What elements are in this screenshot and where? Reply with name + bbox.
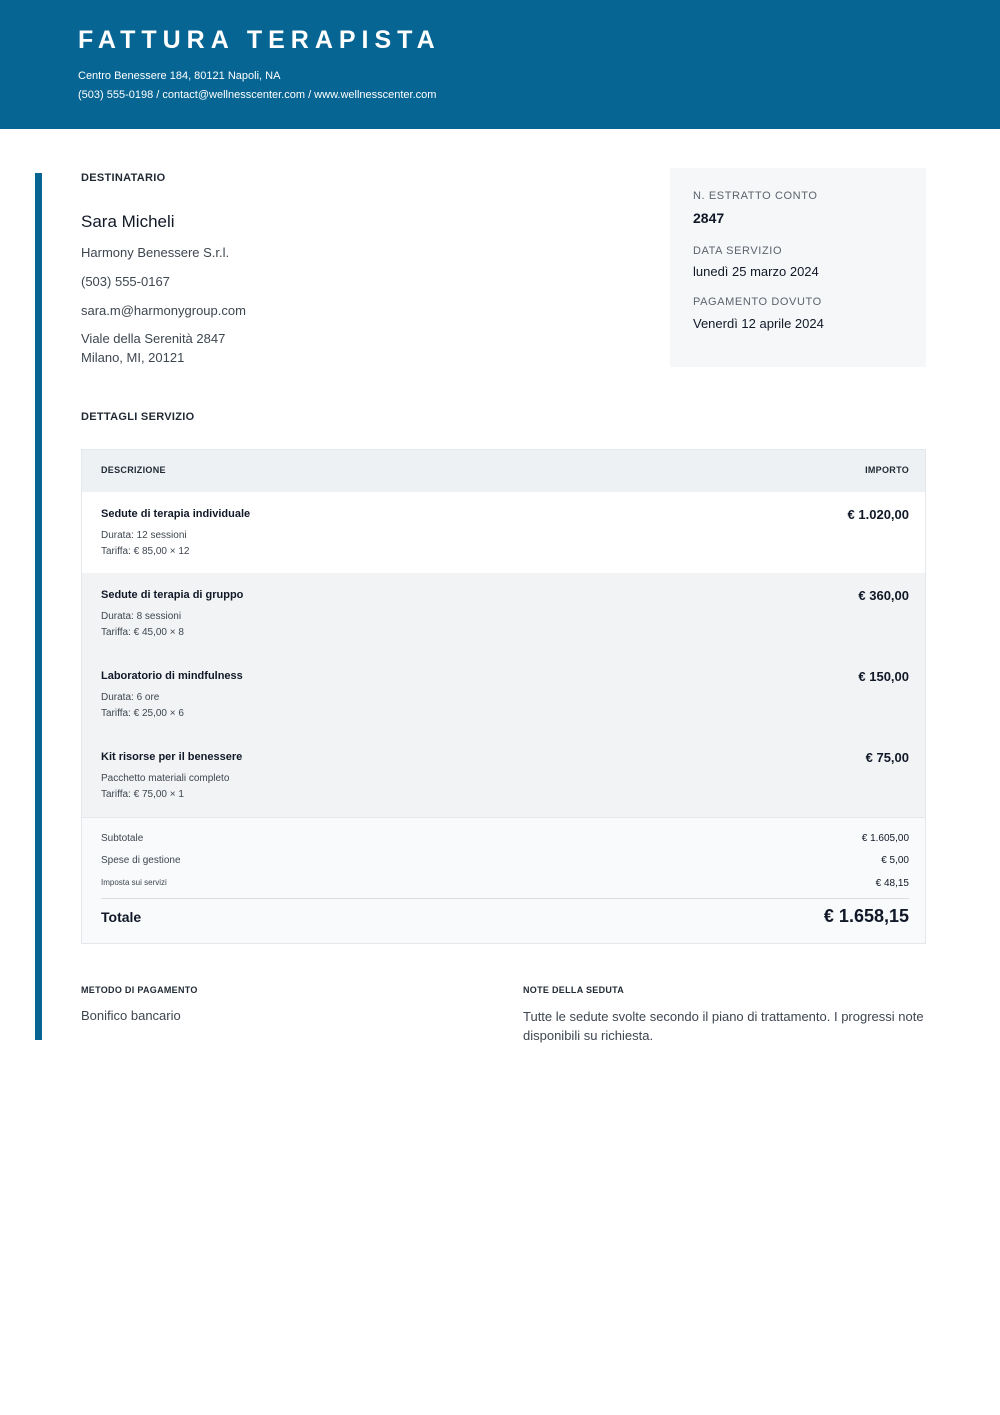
- accent-bar: [35, 173, 42, 1040]
- item-description: Sedute di terapia individuale: [101, 508, 251, 520]
- item-rate: Tariffa: € 25,00 × 6: [101, 708, 184, 719]
- column-description: DESCRIZIONE: [101, 465, 166, 475]
- services-table: [81, 449, 926, 944]
- statement-number-label: N. ESTRATTO CONTO: [693, 190, 818, 202]
- item-duration: Durata: 8 sessioni: [101, 611, 182, 622]
- payment-method-value: Bonifico bancario: [81, 1008, 181, 1023]
- total-label: Totale: [101, 909, 142, 925]
- item-duration: Durata: 6 ore: [101, 692, 160, 703]
- item-description: Sedute di terapia di gruppo: [101, 589, 244, 601]
- fees-label: Spese di gestione: [101, 855, 181, 866]
- fees-value: € 5,00: [881, 855, 909, 866]
- totals-divider: [101, 898, 909, 899]
- recipient-company: Harmony Benessere S.r.l.: [81, 245, 230, 260]
- recipient-city: Milano, MI, 20121: [81, 350, 185, 365]
- item-amount: € 1.020,00: [847, 507, 909, 522]
- item-rate: Tariffa: € 85,00 × 12: [101, 546, 190, 557]
- subtotal-label: Subtotale: [101, 833, 144, 844]
- item-duration: Durata: 12 sessioni: [101, 530, 187, 541]
- column-amount: IMPORTO: [865, 465, 909, 475]
- item-amount: € 150,00: [858, 669, 909, 684]
- item-rate: Tariffa: € 45,00 × 8: [101, 627, 184, 638]
- due-date-value: Venerdì 12 aprile 2024: [693, 316, 824, 331]
- subtotal-value: € 1.605,00: [861, 833, 909, 844]
- clinic-address: Centro Benessere 184, 80121 Napoli, NA: [78, 70, 281, 82]
- service-details-heading: DETTAGLI SERVIZIO: [81, 411, 195, 423]
- tax-label: Imposta sui servizi: [101, 878, 167, 887]
- session-notes-text: Tutte le sedute svolte secondo il piano di trattamento. I progressi note disponibili su richiesta.: [523, 1009, 924, 1043]
- recipient-phone: (503) 555-0167: [81, 274, 170, 289]
- table-row: [82, 654, 925, 736]
- item-duration: Pacchetto materiali completo: [101, 773, 230, 784]
- table-row: [82, 573, 925, 655]
- table-header: [82, 450, 925, 492]
- item-amount: € 75,00: [865, 750, 909, 765]
- session-notes-heading: NOTE DELLA SEDUTA: [523, 985, 625, 995]
- item-rate: Tariffa: € 75,00 × 1: [101, 789, 184, 800]
- service-date-label: DATA SERVIZIO: [693, 245, 783, 257]
- item-description: Kit risorse per il benessere: [101, 751, 243, 763]
- invoice-meta-box: [670, 168, 926, 367]
- statement-number-value: 2847: [693, 210, 725, 226]
- due-date-label: PAGAMENTO DOVUTO: [693, 296, 822, 308]
- invoice-title: FATTURA TERAPISTA: [78, 26, 441, 54]
- clinic-contact: (503) 555-0198 / contact@wellnesscenter.com / www.wellnesscenter.com: [78, 89, 437, 101]
- item-description: Laboratorio di mindfulness: [101, 670, 243, 682]
- item-amount: € 360,00: [858, 588, 909, 603]
- payment-method-heading: METODO DI PAGAMENTO: [81, 985, 198, 995]
- table-row: [82, 492, 925, 574]
- recipient-email: sara.m@harmonygroup.com: [81, 303, 246, 318]
- invoice-header: [0, 0, 1000, 129]
- tax-value: € 48,15: [875, 878, 909, 889]
- totals-section: [82, 817, 925, 943]
- recipient-name: Sara Micheli: [81, 212, 175, 231]
- recipient-heading: DESTINATARIO: [81, 172, 166, 184]
- table-row: [82, 735, 925, 817]
- service-date-value: lunedì 25 marzo 2024: [693, 264, 819, 279]
- recipient-street: Viale della Serenità 2847: [81, 331, 226, 346]
- total-value: € 1.658,15: [823, 906, 909, 926]
